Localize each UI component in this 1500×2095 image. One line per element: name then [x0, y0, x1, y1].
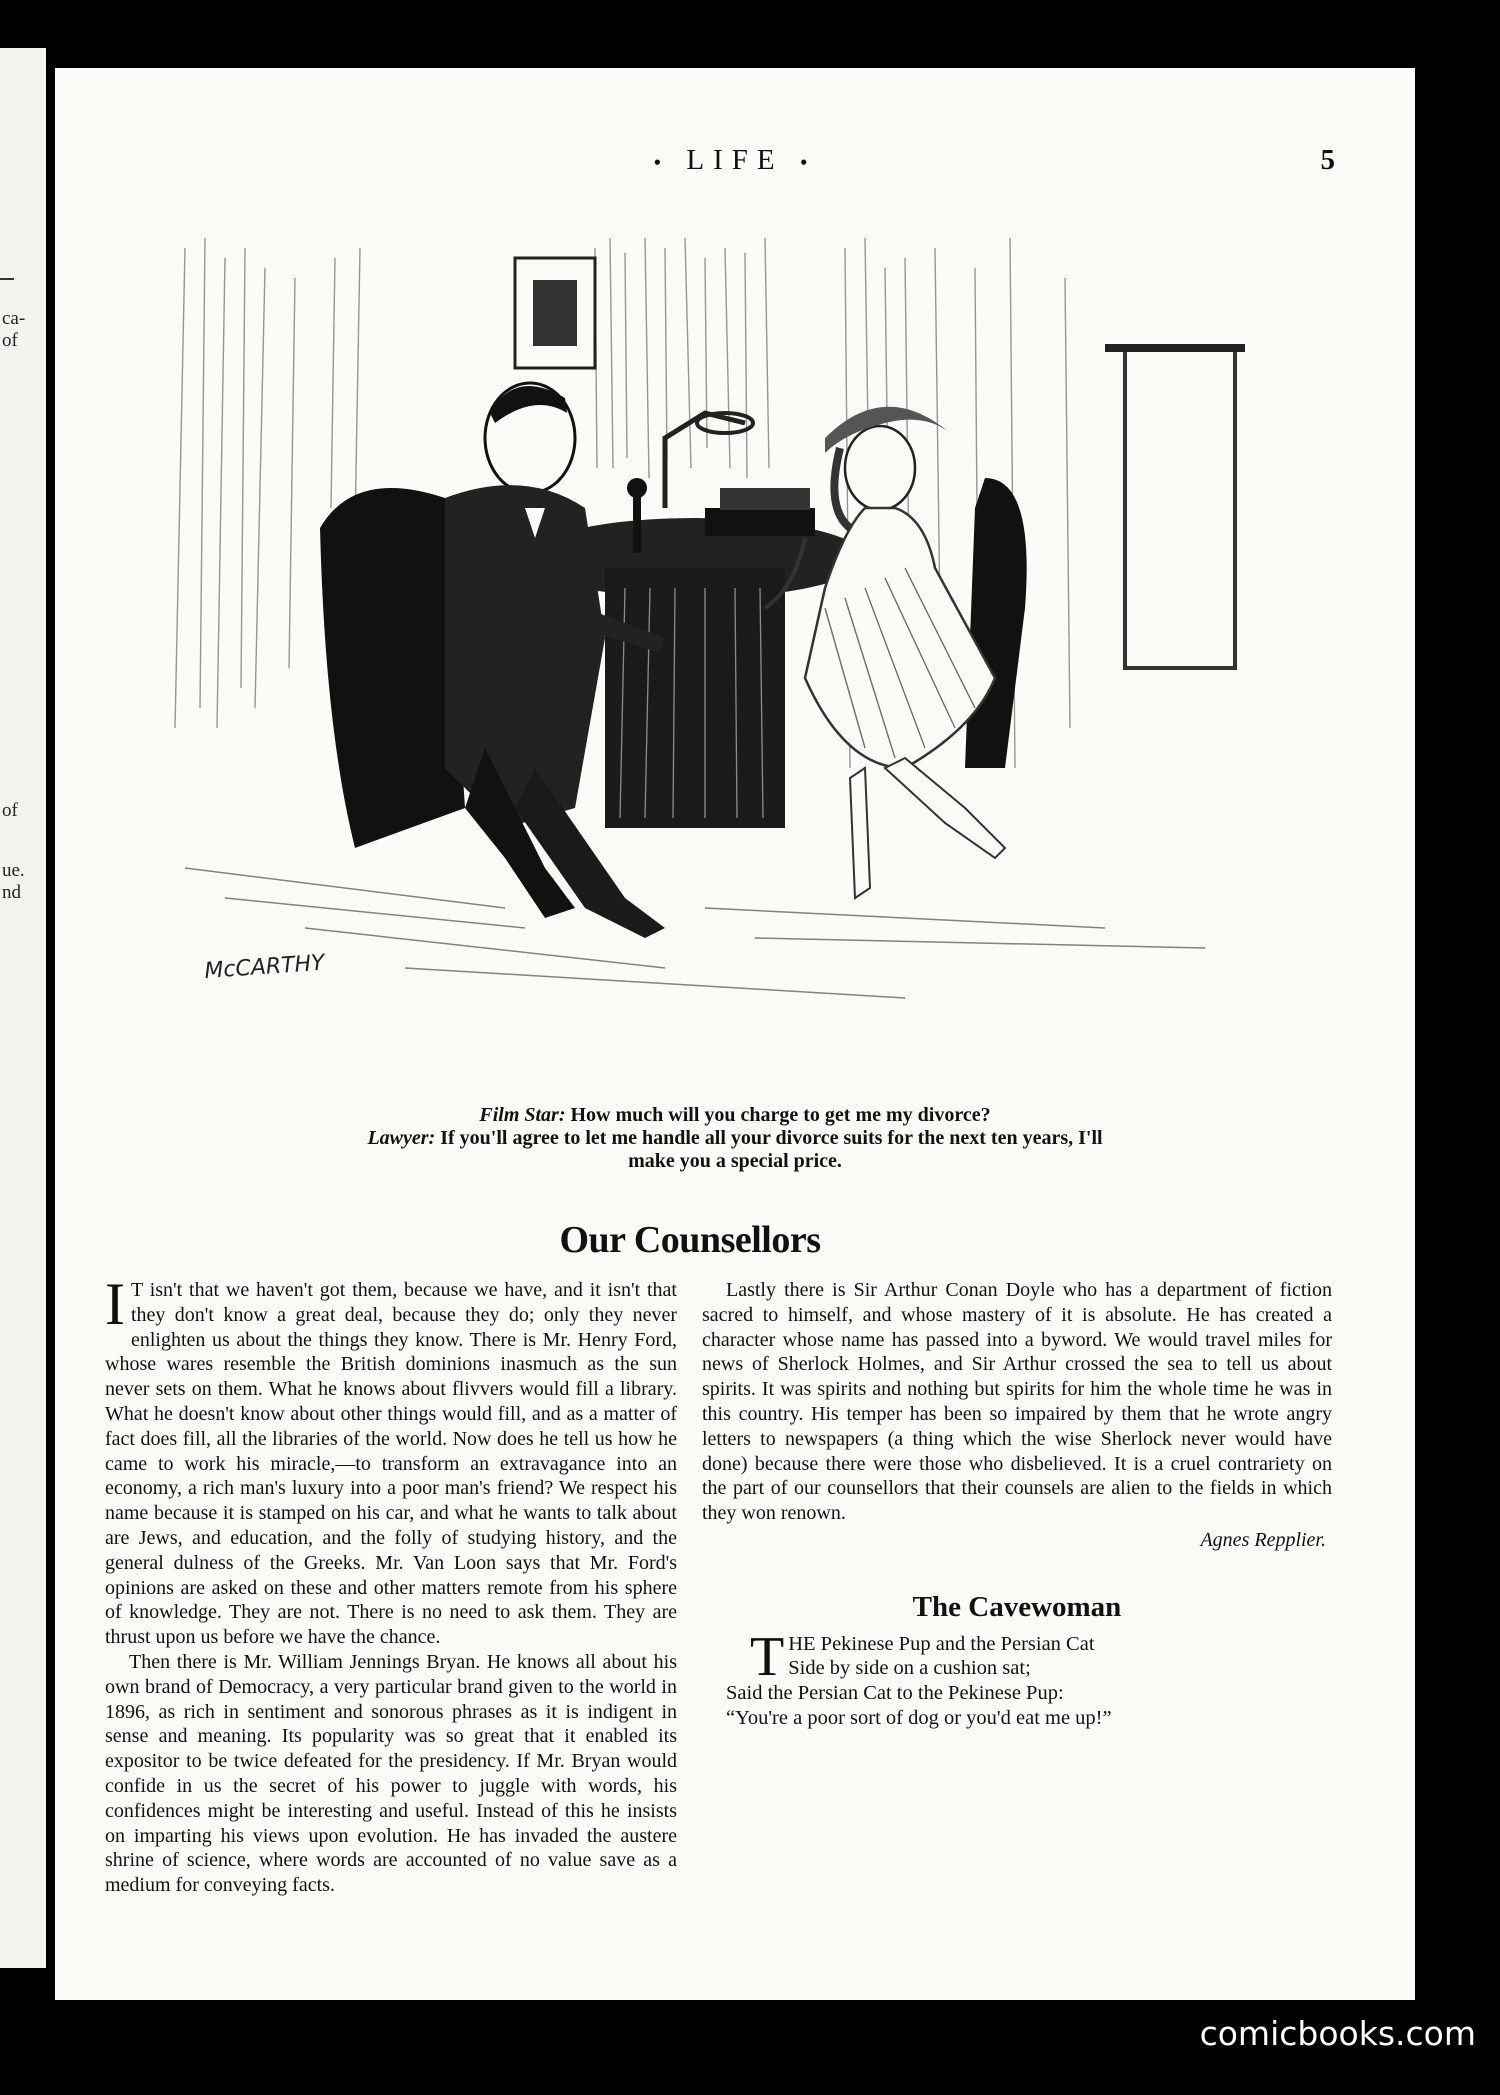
poem-line: HE Pekinese Pup and the Persian Cat: [788, 1632, 1095, 1655]
caption-text: make you a special price.: [628, 1150, 842, 1172]
magazine-title: LIFE: [686, 144, 784, 176]
poem-line: Said the Persian Cat to the Pekinese Pup:: [726, 1682, 1064, 1705]
cartoon-illustration: [105, 208, 1245, 1088]
poem-title: The Cavewoman: [912, 1590, 1122, 1623]
paragraph: [105, 1271, 677, 1650]
caption-line: [55, 1127, 1415, 1150]
fragment-text: ue.: [2, 860, 25, 881]
running-head: [55, 144, 1415, 177]
poem-line: Side by side on a cushion sat;: [788, 1657, 1031, 1680]
page-number: 5: [1320, 144, 1335, 176]
paragraph: Then there is Mr. William Jennings Bryan. He knows all about his own brand of Democracy, a very particular brand given to the world in 1896, as rich in sentiment and sonorous phrases as it is indigent in sense and meaning. Its popularity was so great that it enabled its expositor to be twice defeated for the presidency. If Mr. Bryan would confide in us the secret of his power to juggle with words, his confidences might be interesting and useful. Instead of this he insists on imparting his views upon evolution. He has invaded the austere shrine of science, where words are accounted of no value save as a medium for conveying facts.: [105, 1650, 677, 1897]
poem-line: “You're a poor sort of dog or you'd eat me up!”: [726, 1706, 1112, 1729]
drop-cap: T: [750, 1625, 785, 1688]
fragment-text: of: [2, 330, 18, 351]
speaker-label: Film Star:: [479, 1104, 566, 1126]
article-column-left: [105, 1271, 677, 1898]
bullet-icon: •: [653, 149, 671, 175]
article-title: Our Counsellors: [559, 1219, 821, 1261]
paragraph-text: T isn't that we haven't got them, because we have, and it isn't that they don't know a great deal, because they do; only they never enlighten us about the things they know. There is Mr. Henry Ford, whose wares resemble the British dominions inasmuch as the sun never sets on them. What he knows about flivvers would fill a library. What he doesn't know about other things would fill, and as a matter of fact does fill, all the libraries of the world. Now does he tell us how he came to work his miracle,—to transform an extravagance into an economy, a rich man's luxury into a poor man's friend? We respect his name because it is stamped on his car, and what he wants to talk about are Jews, and education, and the folly of studying history, and the general dulness of the Greeks. Mr. Van Loon says that Mr. Ford's opinions are asked on these and other matters remote from his sphere of knowledge. They are not. There is no need to ask them. They are thrust upon us before we have the chance.: [105, 1279, 677, 1649]
facing-page-fragment: [0, 48, 46, 1968]
divider: [0, 278, 14, 280]
site-watermark: comicbooks.com: [1199, 2014, 1476, 2053]
fragment-text: of: [2, 800, 18, 821]
caption-text: If you'll agree to let me handle all your divorce suits for the next ten years, I'll: [440, 1127, 1103, 1149]
fragment-text: ca-: [2, 308, 26, 329]
author-signature: Agnes Repplier.: [1200, 1528, 1326, 1551]
magazine-page: [55, 68, 1415, 2000]
drop-cap: I: [105, 1271, 125, 1337]
paragraph: Lastly there is Sir Arthur Conan Doyle who has a department of fiction sacred to himself, and whose mastery of it is absolute. He has created a character whose name has passed into a byword. We would travel miles for news of Sherlock Holmes, and Sir Arthur crossed the sea to tell us about spirits. It was spirits and nothing but spirits for him the whole time he was in this country. His temper has been so impaired by them that he wrote angry letters to newspapers (a thing which the wise Sherlock never would have done) because there were those who disbelieved. It is a cruel contrariety on the part of our counsellors that their counsels are alien to the fields in which they won renown.: [702, 1279, 1332, 1525]
speaker-label: Lawyer:: [367, 1127, 436, 1149]
illustration-caption: [55, 1104, 1415, 1173]
poem-body: [702, 1625, 1332, 1731]
fragment-text: nd: [2, 882, 21, 903]
artist-signature: McCARTHY: [203, 950, 326, 984]
caption-text: How much will you charge to get me my divorce?: [570, 1104, 991, 1126]
article-column-right: [702, 1278, 1332, 1731]
bullet-icon: •: [799, 149, 817, 175]
caption-line: [55, 1104, 1415, 1127]
